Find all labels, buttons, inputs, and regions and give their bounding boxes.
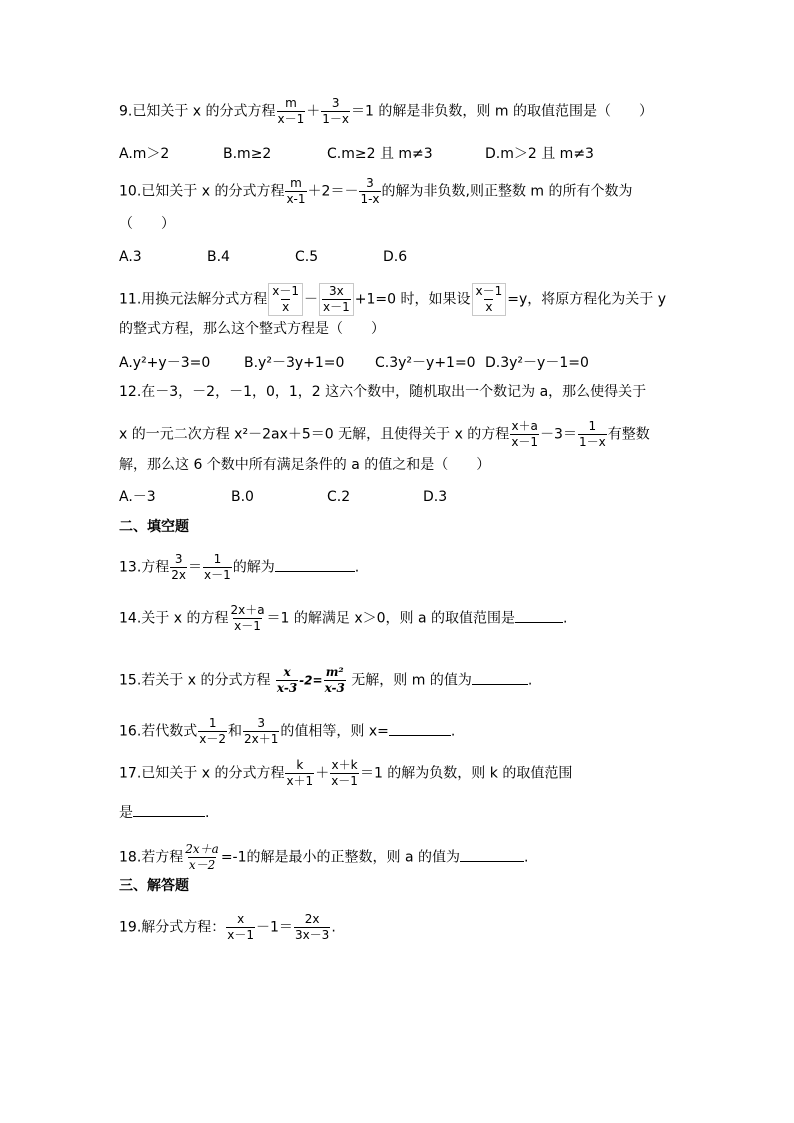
q19-fraction-2: $\frac{2x}{3x-3}$ — [294, 912, 330, 942]
q12-option-b: B.0 — [231, 489, 254, 505]
q11-fraction-1: $\frac{x-1}{x}$ — [268, 283, 303, 316]
q10-fraction-2: $\frac{3}{1-x}$ — [360, 176, 380, 206]
q9-text: 9.已知关于 x 的分式方程 — [119, 103, 276, 120]
q12-line-3: 解，那么这 6 个数中所有满足条件的 a 的值之和是（ ） — [119, 457, 491, 473]
q13-answer-blank[interactable] — [275, 557, 355, 572]
q11-line-2: 的整式方程，那么这个整式方程是（ ） — [119, 321, 385, 337]
q12-fraction-1: $\frac{x+a}{x-1}$ — [511, 419, 539, 449]
q17-fraction-1: $\frac{k}{x+1}$ — [286, 758, 314, 788]
question-13: 13.方程 $\frac{3}{2x}$ ＝ $\frac{1}{x-1}$ 的解为 . — [119, 552, 360, 582]
q16-answer-blank[interactable] — [389, 721, 451, 736]
question-17: 17.已知关于 x 的分式方程 $\frac{k}{x+1}$ ＋ $\frac{x+k}{x-1}$ ＝1 的解为负数，则 k 的取值范围 — [119, 758, 573, 788]
q16-fraction-1: $\frac{1}{x-2}$ — [199, 716, 227, 746]
q17-answer-blank[interactable] — [133, 802, 205, 817]
q18-fraction-1: $\frac{2x+a}{x-2}$ — [185, 842, 219, 872]
q12-option-d: D.3 — [423, 489, 448, 505]
q19-fraction-1: $\frac{x}{x-1}$ — [227, 912, 255, 942]
q13-fraction-1: $\frac{3}{2x}$ — [171, 552, 187, 582]
q11-option-c: C.3y²－y+1=0 — [375, 355, 476, 371]
question-11: 11.用换元法解分式方程 $\frac{x-1}{x}$ － $\frac{3x}{x-1}$ +1=0 时，如果设 $\frac{x-1}{x}$ =y，将原方程化为关于 y — [119, 284, 667, 314]
section-solve-heading: 三、解答题 — [119, 878, 189, 894]
q14-fraction-1: $\frac{2x+a}{x-1}$ — [230, 603, 265, 633]
q9-option-c: C.m≥2 且 m≠3 — [327, 146, 433, 162]
q11-fraction-2: $\frac{3x}{x-1}$ — [319, 283, 354, 316]
q15-answer-blank[interactable] — [472, 670, 528, 685]
q10-option-c: C.5 — [295, 249, 319, 265]
q10-option-b: B.4 — [207, 249, 230, 265]
q9-fraction-1: $\frac{m}{x-1}$ — [277, 96, 305, 126]
q11-option-a: A.y²+y－3=0 — [119, 355, 211, 371]
q9-option-a: A.m＞2 — [119, 146, 170, 162]
q11-option-d: D.3y²－y－1=0 — [485, 355, 589, 371]
q10-fraction-1: $\frac{m}{x-1}$ — [286, 176, 306, 206]
q9-option-d: D.m＞2 且 m≠3 — [485, 146, 594, 162]
question-12: x 的一元二次方程 x²－2ax＋5＝0 无解，且使得关于 x 的方程 $\frac{x+a}{x-1}$ －3＝ $\frac{1}{1-x}$ 有整数 — [119, 419, 650, 449]
question-19: 19.解分式方程： $\frac{x}{x-1}$ －1＝ $\frac{2x}{3x-3}$ . — [119, 912, 336, 942]
q12-option-a: A.－3 — [119, 489, 156, 505]
question-9: 9.已知关于 x 的分式方程 $\frac{m}{x-1}$ ＋ $\frac{3}{1-x}$ ＝1 的解是非负数，则 m 的取值范围是（ ） — [119, 96, 653, 126]
q16-fraction-2: $\frac{3}{2x+1}$ — [244, 716, 279, 746]
q18-answer-blank[interactable] — [460, 847, 524, 862]
section-fill-in-blank-heading: 二、填空题 — [119, 519, 189, 535]
q12-option-c: C.2 — [327, 489, 351, 505]
q15-fraction-2: $\frac{\text{m²}}{x-3}$ — [324, 665, 345, 695]
question-16: 16.若代数式 $\frac{1}{x-2}$ 和 $\frac{3}{2x+1}$ 的值相等，则 x= . — [119, 716, 456, 746]
q12-fraction-2: $\frac{1}{1-x}$ — [578, 419, 606, 449]
q17-line-2: 是 . — [119, 802, 209, 822]
q13-fraction-2: $\frac{1}{x-1}$ — [204, 552, 231, 582]
q15-fraction-1: $\frac{x}{x-3}$ — [276, 665, 298, 695]
q10-option-d: D.6 — [383, 249, 408, 265]
question-18: 18.若方程 $\frac{2x+a}{x-2}$ =-1的解是最小的正整数，则 a 的值为 . — [119, 842, 529, 872]
q9-fraction-2: $\frac{3}{1-x}$ — [322, 96, 350, 126]
q17-fraction-2: $\frac{x+k}{x-1}$ — [331, 758, 358, 788]
q12-line-1: 12.在－3，－2，－1，0，1，2 这六个数中，随机取出一个数记为 a，那么使得关于 — [119, 384, 647, 400]
question-15: 15.若关于 x 的分式方程 $\frac{x}{x-3}$ -2= $\frac{\text{m²}}{x-3}$ 无解，则 m 的值为 . — [119, 665, 533, 695]
q10-paren: （ ） — [119, 216, 175, 232]
question-10: 10.已知关于 x 的分式方程 $\frac{m}{x-1}$ ＋2＝－ $\frac{3}{1-x}$ 的解为非负数,则正整数 m 的所有个数为 — [119, 176, 633, 206]
q10-option-a: A.3 — [119, 249, 142, 265]
q11-option-b: B.y²－3y+1=0 — [244, 355, 345, 371]
q11-fraction-3: $\frac{x-1}{x}$ — [472, 283, 507, 316]
question-14: 14.关于 x 的方程 $\frac{2x+a}{x-1}$ ＝1 的解满足 x＞0，则 a 的取值范围是 . — [119, 603, 568, 633]
q14-answer-blank[interactable] — [515, 608, 563, 623]
q9-option-b: B.m≥2 — [223, 146, 272, 162]
